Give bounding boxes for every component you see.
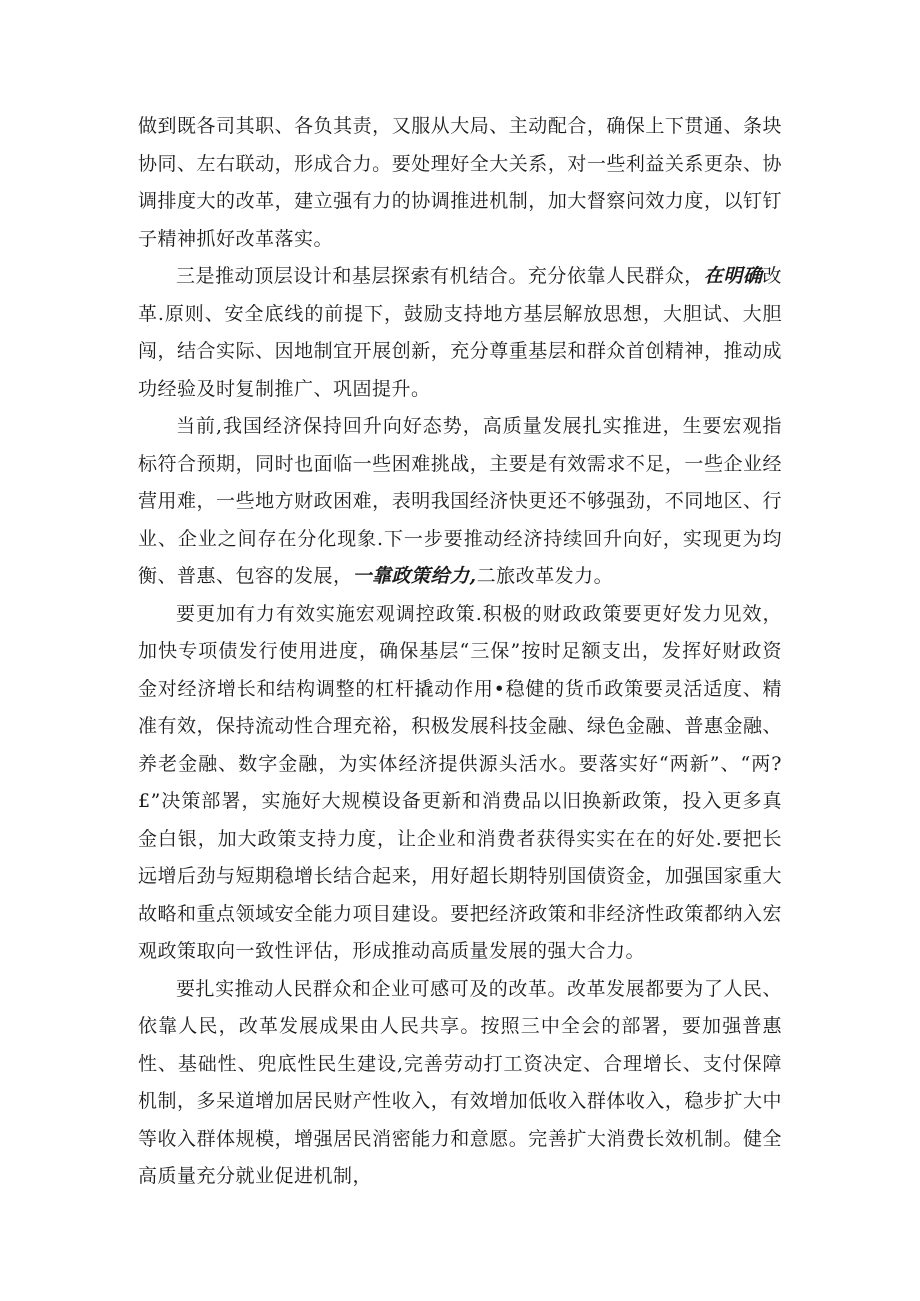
paragraph <box>138 408 782 596</box>
paragraph <box>138 971 782 1196</box>
paragraph-text: 二旅改革发力。 <box>476 565 614 587</box>
paragraph-text: 要扎实推动人民群众和企业可感可及的改革。改革发展都要为了人民、依靠人民，改革发展成果由人民共享。按照三中全会的部署，要加强普惠性、基础性、兜底性民生建设,完善劳动打工资决定、合理增长、支付保障机制，多呆道增加居民财产性收入，有效增加低收入群体收入，稳步扩大中等收入群体规模，增强居民消密能力和意愿。完善扩大消费长效机制。健全高质量充分就业促进机制， <box>138 977 782 1187</box>
emphasized-text: 在明确 <box>703 265 763 287</box>
paragraph <box>138 258 782 408</box>
body-text <box>138 108 782 1196</box>
paragraph-text: 要更加有力有效实施宏观调控政策.积极的财政政策要更好发力见效，加快专项债发行使用进度，确保基层“三保”按时足额支出，发挥好财政资金对经济增长和结构调整的杠杆撬动作用•稳健的货币政策要灵活适度、精准有效，保持流动性合理充裕，积极发展科技金融、绿色金融、普惠金融、养老金融、数字金融，为实体经济提供源头活水。要落实好“两新”、“两?£”决策部署，实施好大规模设备更新和消费品以旧换新政策，投入更多真金白银，加大政策支持力度，让企业和消费者获得实实在在的好处.要把长远增后劲与短期稳增长结合起来，用好超长期特别国债资金，加强国家重大故略和重点领域安全能力项目建设。要把经济政策和非经济性政策都纳入宏观政策取向一致性评估，形成推动高质量发展的强大合力。 <box>138 602 782 962</box>
paragraph-text: 改革.原则、安全底线的前提下，鼓励支持地方基层解放思想，大胆试、大胆闯，结合实际、因地制宜开展创新，充分尊重基层和群众首创精神，推动成功经验及时复制推广、巩固提升。 <box>138 265 782 400</box>
emphasized-text: 一靠政策给力, <box>352 565 477 587</box>
paragraph <box>138 108 782 258</box>
paragraph-text: 三是推动顶层设计和基层探索有机结合。充分依靠人民群众， <box>176 265 704 287</box>
paragraph-text: 当前,我国经济保持回升向好态势，高质量发展扎实推进，生要宏观指标符合预期，同时也面临一些困难挑战，主要是有效需求不足，一些企业经营用难，一些地方财政困难，表明我国经济快更还不够强劲，不同地区、行业、企业之间存在分化现象.下一步要推动经济持续回升向好，实现更为均衡、普惠、包容的发展， <box>138 415 782 587</box>
paragraph <box>138 596 782 971</box>
paragraph-text: 做到既各司其职、各负其责，又服从大局、主动配合，确保上下贯通、条块协同、左右联动，形成合力。要处理好全大关系，对一些利益关系更杂、协调排度大的改革，建立强有力的协调推进机制，加大督察问效力度，以钉钉子精神抓好改革落实。 <box>138 115 782 250</box>
